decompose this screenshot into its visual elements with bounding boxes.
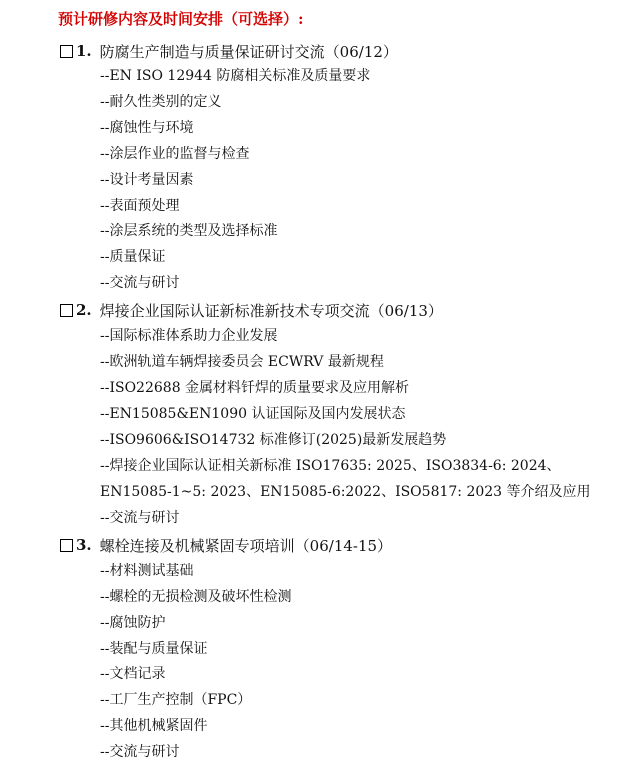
section-2-item: --国际标准体系助力企业发展: [100, 328, 278, 344]
section-2-checkbox[interactable]: [60, 304, 73, 317]
section-2-item: --EN15085&EN1090 认证国际及国内发展状态: [100, 406, 406, 422]
section-3-item: --螺栓的无损检测及破坏性检测: [100, 589, 292, 605]
section-1-item: --设计考量因素: [100, 172, 194, 188]
section-2-title: 焊接企业国际认证新标准新技术专项交流（06/13）: [99, 301, 443, 320]
section-3-item: --其他机械紧固件: [100, 718, 208, 734]
section-3-number: 3.: [76, 536, 92, 554]
section-3-item: --材料测试基础: [100, 563, 194, 579]
section-3-title: 螺栓连接及机械紧固专项培训（06/14-15）: [99, 536, 393, 555]
section-1-number: 1.: [76, 42, 92, 60]
section-2-item: --焊接企业国际认证相关新标准 ISO17635: 2025、ISO3834-6: 2024、: [100, 458, 561, 474]
section-1-title-row[interactable]: [60, 40, 398, 62]
section-2-item-continuation: EN15085-1~5: 2023、EN15085-6:2022、ISO5817: 2023 等介绍及应用: [100, 484, 591, 500]
section-3-title-row[interactable]: [60, 534, 392, 556]
section-3-item: --腐蚀防护: [100, 615, 166, 631]
section-1-item: --交流与研讨: [100, 275, 180, 291]
section-1-item: --EN ISO 12944 防腐相关标准及质量要求: [100, 68, 371, 84]
page-heading: 预计研修内容及时间安排（可选择）:: [58, 10, 304, 28]
section-2-item: --交流与研讨: [100, 510, 180, 526]
section-3-item: --工厂生产控制（FPC）: [100, 692, 252, 708]
section-1-item: --涂层作业的监督与检查: [100, 146, 250, 162]
section-2-item: --欧洲轨道车辆焊接委员会 ECWRV 最新规程: [100, 354, 384, 370]
section-2-title-row[interactable]: [60, 299, 443, 321]
section-1-title: 防腐生产制造与质量保证研讨交流（06/12）: [99, 42, 398, 61]
section-1-item: --表面预处理: [100, 198, 180, 214]
section-3-item: --交流与研讨: [100, 744, 180, 760]
section-3-item: --装配与质量保证: [100, 641, 208, 657]
section-2-item: --ISO9606&ISO14732 标准修订(2025)最新发展趋势: [100, 432, 447, 448]
section-1-item: --耐久性类别的定义: [100, 94, 222, 110]
section-3-item: --文档记录: [100, 666, 166, 682]
section-1-item: --质量保证: [100, 249, 166, 265]
section-2-number: 2.: [76, 301, 92, 319]
section-1-item: --涂层系统的类型及选择标准: [100, 223, 278, 239]
section-3-checkbox[interactable]: [60, 539, 73, 552]
section-2-item: --ISO22688 金属材料钎焊的质量要求及应用解析: [100, 380, 410, 396]
section-1-checkbox[interactable]: [60, 45, 73, 58]
section-1-item: --腐蚀性与环境: [100, 120, 194, 136]
